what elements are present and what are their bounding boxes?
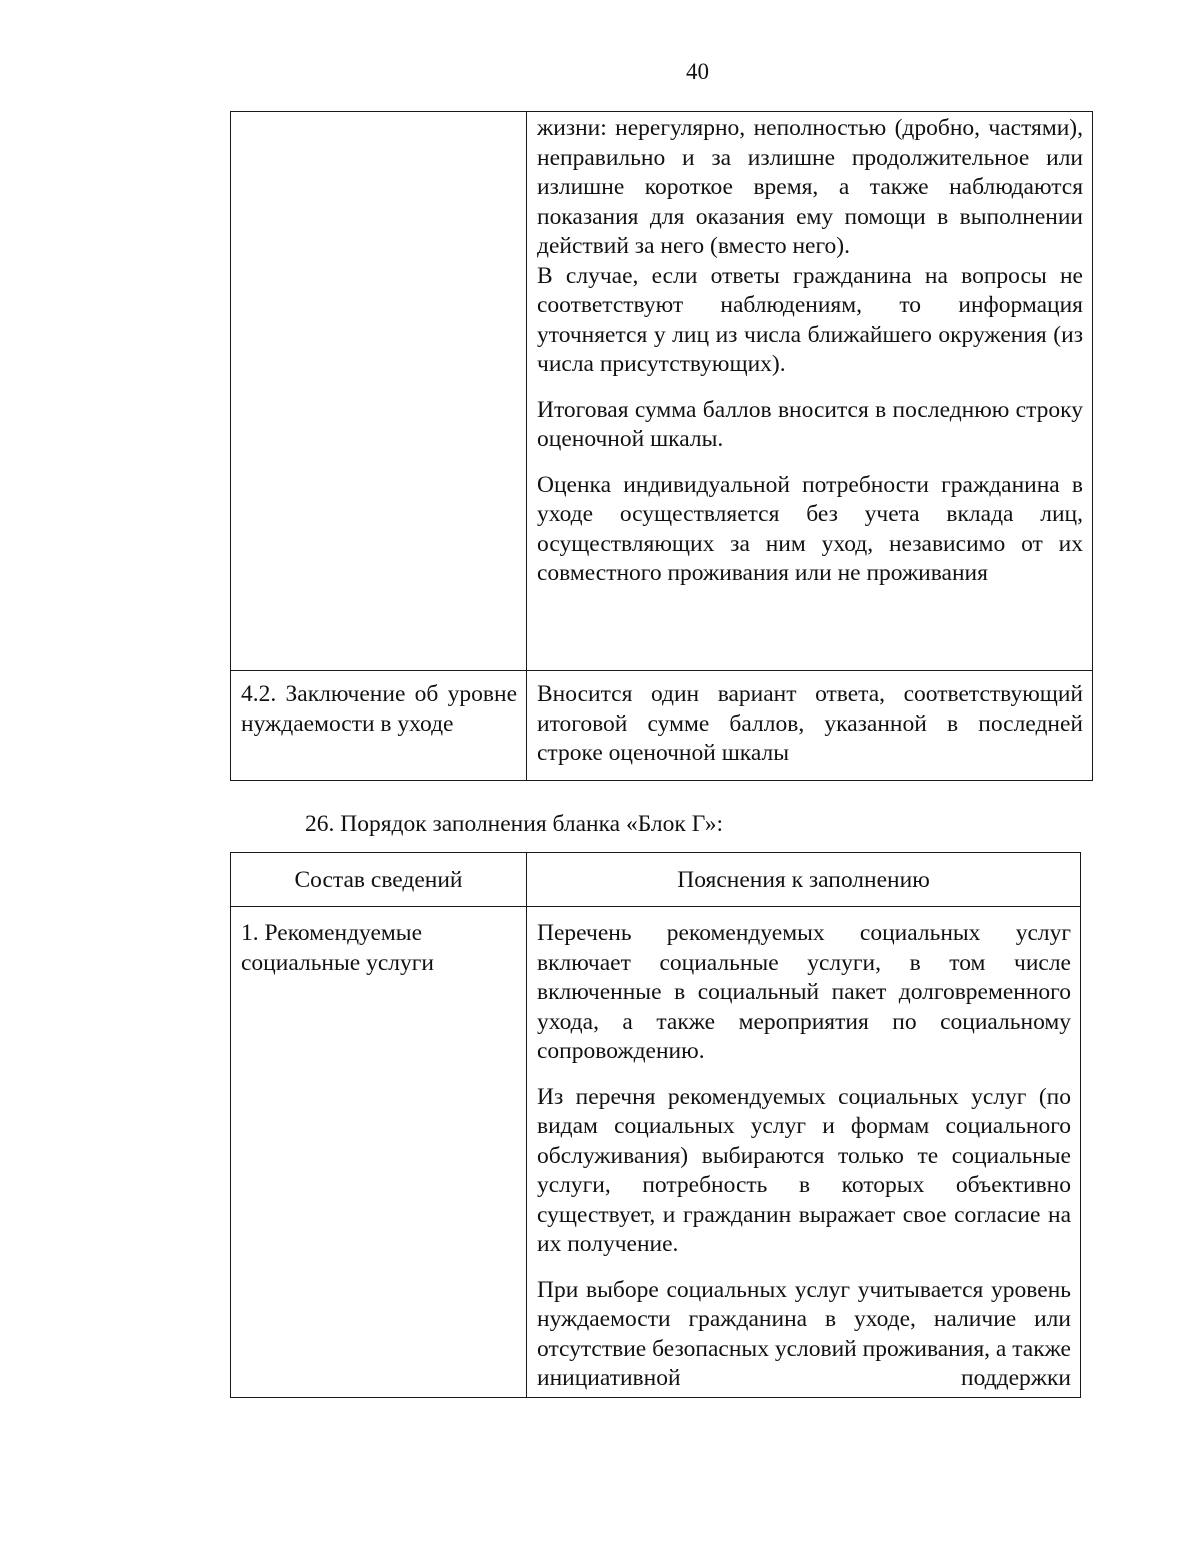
paragraph: Оценка индивидуальной потребности гражданина в уходе осуществляется без учета вклада лиц, осуществляющих за ним уход, независимо от их совместного проживания или не проживания — [537, 471, 1083, 586]
table-header-row — [231, 853, 1081, 907]
paragraph: жизни: нерегулярно, неполностью (дробно, частями), неправильно и за излишне продолжительное или излишне короткое время, а также наблюдаются показания для оказания ему помощи в выполнении действий за него (вместо него). — [537, 115, 1083, 259]
table-cell-explanation: Вносится один вариант ответа, соответствующий итоговой сумме баллов, указанной в последней строке оценочной шкалы — [527, 671, 1093, 781]
paragraph: Из перечня рекомендуемых социальных услуг (по видам социальных услуг и формам социального обслуживания) выбираются только те социальные услуги, потребность в которых объективно существует, и гражданин выражает свое согласие на их получение. — [537, 1083, 1071, 1257]
table-cell-item: 4.2. Заключение об уровне нуждаемости в уходе — [231, 671, 527, 781]
page-number: 40 — [686, 59, 709, 84]
table-cell-explanation — [527, 112, 1093, 671]
table-cell-item: 1. Рекомендуемые социальные услуги — [231, 907, 527, 1398]
paragraph: В случае, если ответы гражданина на вопросы не соответствуют наблюдениям, то информация уточняется у лиц из числа ближайшего окружения (из числа присутствующих). — [537, 262, 1083, 377]
table-row — [231, 112, 1093, 671]
table-cell-explanation — [527, 907, 1081, 1398]
table-row — [231, 671, 1093, 781]
table-row — [231, 907, 1081, 1398]
column-header: Пояснения к заполнению — [527, 853, 1081, 907]
continuation-table — [230, 111, 1093, 781]
block-g-table — [230, 852, 1081, 1398]
paragraph: При выборе социальных услуг учитывается уровень нуждаемости гражданина в уходе, наличие или отсутствие безопасных условий проживания, а также инициативной поддержки — [537, 1276, 1071, 1391]
paragraph: Перечень рекомендуемых социальных услуг включает социальные услуги, в том числе включенные в социальный пакет долговременного ухода, а также мероприятия по социальному сопровождению. — [537, 920, 1071, 1064]
column-header: Состав сведений — [231, 853, 527, 907]
paragraph: Итоговая сумма баллов вносится в последнюю строку оценочной шкалы. — [537, 396, 1083, 452]
section-heading: 26. Порядок заполнения бланка «Блок Г»: — [305, 811, 723, 837]
table-cell-empty — [231, 112, 527, 671]
